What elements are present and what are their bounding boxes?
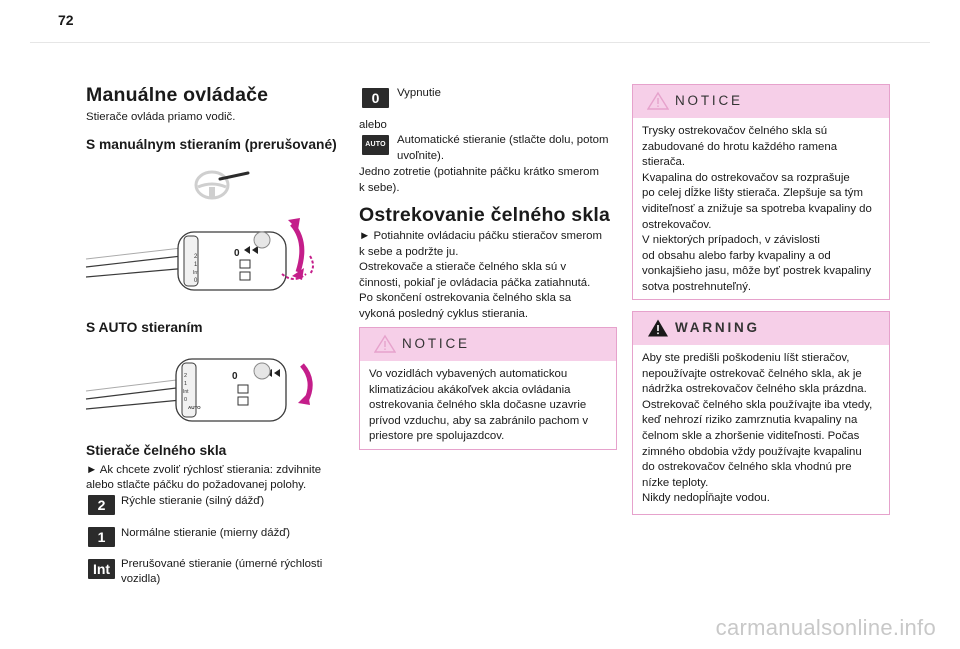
warning-line: nádržka ostrekovačov čelného skla prázdna. [642, 383, 867, 396]
top-divider [30, 42, 930, 43]
notice-line: vonkajšieho jasu, môže byť postrek kvapaliny [642, 265, 872, 278]
washer-line: Ostrekovače a stierače čelného skla sú v [359, 261, 567, 273]
auto-text-line2: uvoľnite). [397, 150, 445, 162]
notice-line: od obsahu alebo farby kvapaliny a od [642, 249, 831, 262]
warning-line: zimného obdobia vždy používajte kvapalinu [642, 445, 862, 458]
notice-line: stierača. [642, 156, 686, 169]
warning-body [642, 351, 872, 507]
stalk-label: 0 [234, 248, 240, 259]
notice-line: zabudované do hrotu každého ramena [642, 140, 838, 153]
notice-line: po celej dĺžke lišty stierača. Zlepšuje sa tým [642, 187, 863, 200]
stalk-label: AUTO [188, 405, 201, 410]
speed-desc-normal: Normálne stieranie (mierny dážď) [121, 527, 291, 539]
washer-text [359, 229, 602, 322]
stalk-label: 0 [194, 278, 198, 284]
notice-line: Kvapalina do ostrekovačov sa rozprašuje [642, 171, 850, 184]
warning-title: WARNING [675, 320, 760, 335]
warning-triangle-icon [647, 91, 669, 111]
warning-header [633, 312, 889, 345]
speed-desc-fast: Rýchle stieranie (silný dážď) [121, 495, 265, 507]
warning-line: Nikdy nedopĺňajte vodou. [642, 492, 770, 505]
washer-line: k sebe a podržte ju. [359, 245, 459, 258]
off-text: Vypnutie [397, 87, 441, 99]
speed-desc-intermittent: Prerušované stieranie (úmerné rýchlosti [121, 558, 323, 570]
wiper-speed-text-line1: ► Ak chcete zvoliť rýchlosť stierania: zdvihnite [86, 464, 322, 476]
warning-line: Aby ste predišli poškodeniu líšt stieračov, [642, 352, 850, 364]
notice-line: sotva postrehnuteľný. [642, 280, 752, 293]
stalk-label: 1 [194, 262, 198, 268]
stalk-label: 2 [184, 373, 188, 379]
auto-badge: AUTO [362, 135, 389, 155]
stalk-label: 1 [184, 381, 188, 387]
washer-heading: Ostrekovanie čelného skla [359, 204, 611, 226]
notice-box-climate [359, 327, 617, 450]
warning-line: nepoužívajte ostrekovač čelného skla, ak je [642, 367, 862, 380]
single-wipe-line1: Jedno zotretie (potiahnite páčku krátko smerom [359, 166, 599, 178]
notice-line: ostrekovačov. [642, 218, 712, 231]
warning-box [632, 311, 890, 515]
notice-body [642, 124, 872, 296]
notice-line: Trysky ostrekovačov čelného skla sú [642, 125, 828, 137]
notice-line: Vo vozidlách vybavených automatickou [369, 368, 568, 380]
notice-title: NOTICE [675, 93, 743, 108]
washer-line: Po skončení ostrekovania čelného skla sa [359, 292, 572, 304]
heading-windscreen-wipers: Stierače čelného skla [86, 443, 227, 458]
notice-line: ostrekovania čelného skla dočasne uzavrie [369, 399, 587, 412]
notice-line: klimatizáciou akákoľvek akcia ovládania [369, 383, 571, 396]
single-wipe-line2: k sebe). [359, 182, 400, 194]
warning-line: nízke teploty. [642, 476, 709, 489]
alebo-text: alebo [359, 119, 387, 131]
auto-text-line1: Automatické stieranie (stlačte dolu, potom [397, 134, 609, 146]
warning-line: do ostrekovačov čelného skla vhodnú pre [642, 461, 852, 474]
stalk-label: 0 [232, 371, 238, 382]
warning-line: keď nehrozí riziko zamrznutia kvapaliny na [642, 414, 858, 427]
warning-line: Ostrekovač čelného skla používajte iba vtedy, [642, 398, 873, 411]
stalk-label: Int [193, 270, 199, 276]
warning-triangle-icon [374, 334, 396, 354]
notice-line: viditeľnosť a znižuje sa spotreba kvapaliny do [642, 202, 872, 215]
page-title: Manuálne ovládače [86, 84, 269, 106]
notice-line: V niektorých prípadoch, v závislosti [642, 234, 820, 247]
page-number: 72 [58, 12, 74, 28]
speed-badge-int: Int [88, 559, 115, 579]
notice-header [360, 328, 616, 361]
steering-wheel-icon [190, 165, 260, 203]
intro-text: Stierače ovláda priamo vodič. [86, 111, 236, 123]
notice-header [633, 85, 889, 118]
washer-line: ► Potiahnite ovládaciu páčku stieračov smerom [359, 230, 602, 242]
notice-line: priestore pre spolujazdcov. [369, 430, 505, 443]
heading-manual-wiping: S manuálnym stieraním (prerušované) [86, 137, 337, 152]
notice-title: NOTICE [402, 336, 470, 351]
notice-line: prívod vzduchu, aby sa zabránilo pachom v [369, 414, 589, 427]
stalk-label: Int [183, 389, 189, 395]
speed-badge-1: 1 [88, 527, 115, 547]
speed-desc-intermittent-line2: vozidla) [121, 573, 161, 585]
wiper-stalk-manual-illustration [84, 212, 324, 297]
stalk-label: 0 [184, 397, 188, 403]
warning-triangle-icon [647, 318, 669, 338]
washer-line: činnosti, pokiaľ je ovládacia páčka zatiahnutá. [359, 276, 591, 289]
stalk-label: 2 [194, 254, 198, 260]
notice-body [369, 367, 588, 445]
heading-auto-wiping: S AUTO stieraním [86, 320, 203, 335]
warning-line: čelnom skle a zhoršenie viditeľnosti. Počas [642, 429, 860, 442]
notice-box-nozzles [632, 84, 890, 300]
wiper-stalk-auto-illustration [84, 347, 324, 427]
off-badge: 0 [362, 88, 389, 108]
wiper-speed-text-line2: alebo stlačte páčku do požadovanej polohy. [86, 479, 307, 491]
watermark: carmanualsonline.info [715, 615, 936, 640]
speed-badge-2: 2 [88, 495, 115, 515]
washer-line: vykoná posledný cyklus stierania. [359, 307, 529, 320]
